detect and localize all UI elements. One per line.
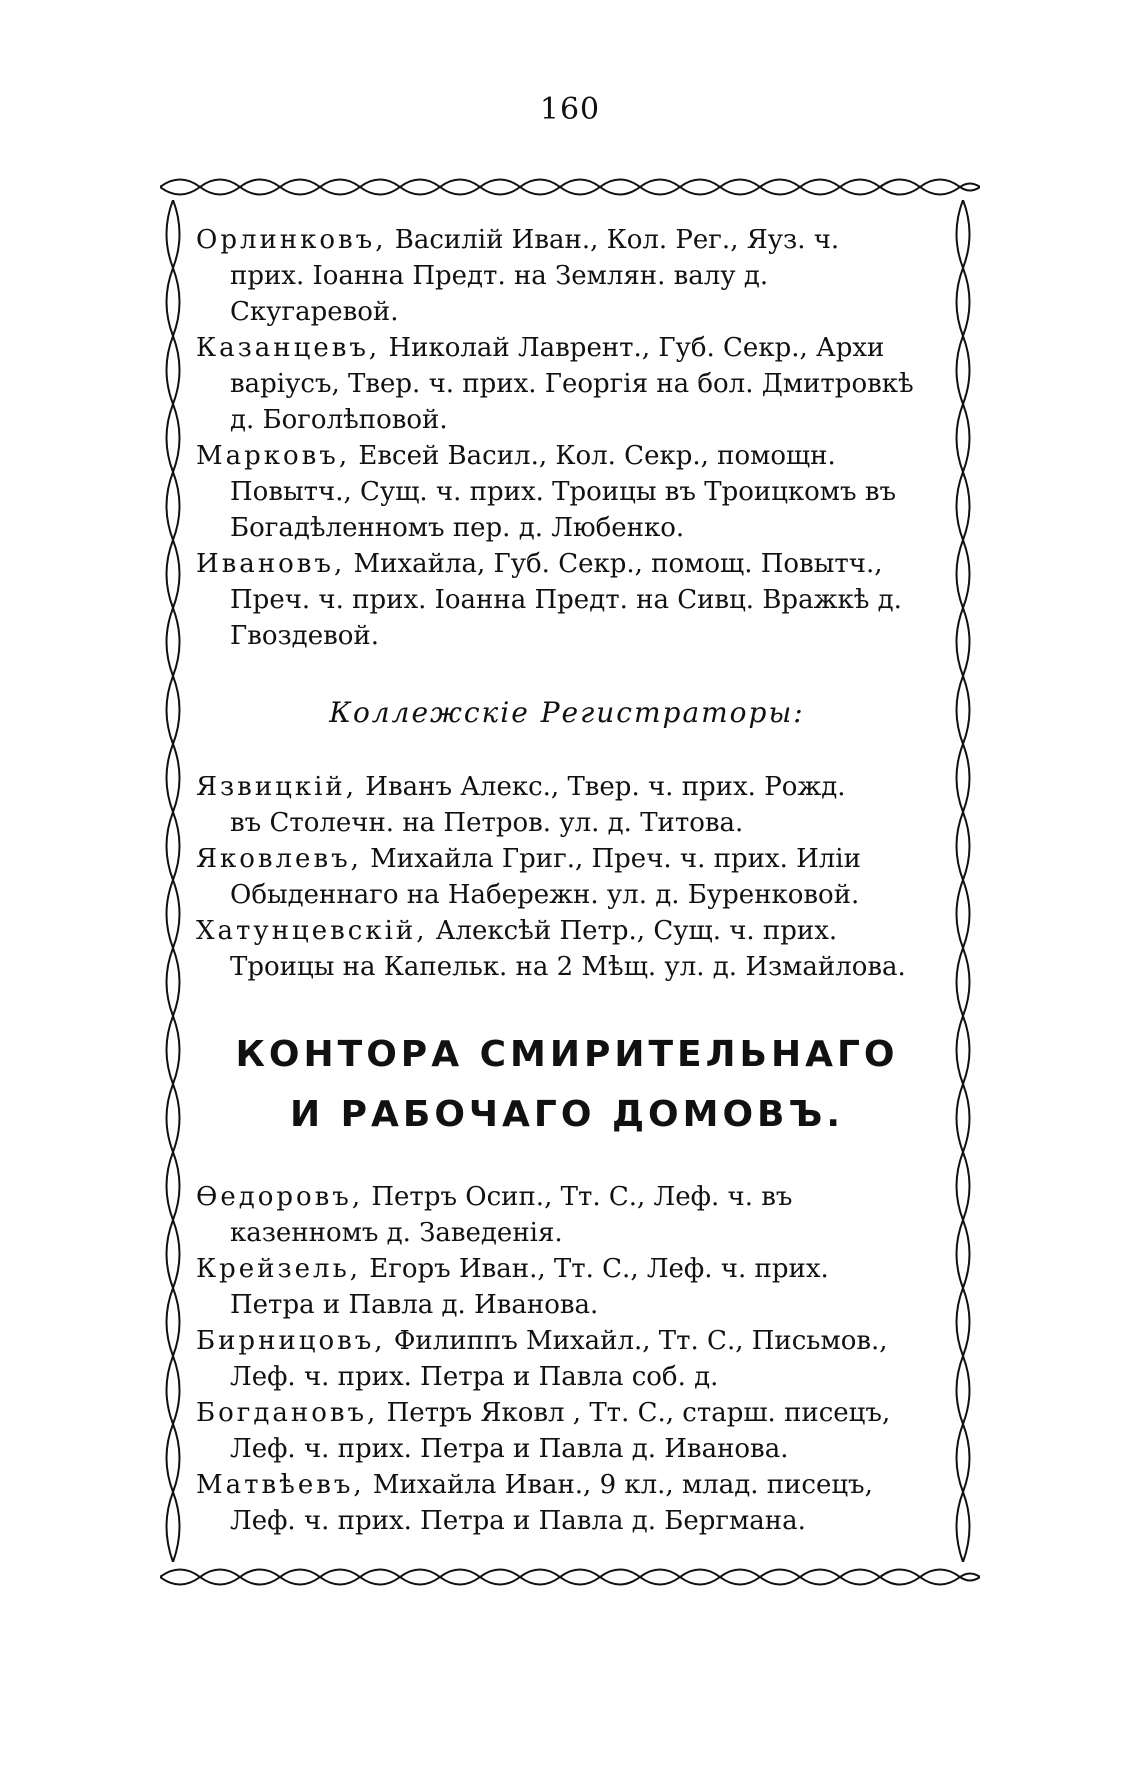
- entry-line1: Иванъ Алекс., Твер. ч. прих. Рожд.: [357, 772, 846, 802]
- entry-surname: Крейзель,: [196, 1254, 361, 1284]
- entry-line1: Николай Лаврент., Губ. Секр., Архи: [380, 333, 885, 363]
- entry-line2: варіусъ, Твер. ч. прих. Георгія на бол. Дмитровкѣ д. Боголѣповой.: [230, 369, 914, 435]
- directory-entry: [196, 841, 938, 913]
- entry-surname: Хатунцевскій,: [196, 916, 428, 946]
- entry-line2: Леф. ч. прих. Петра и Павла соб. д.: [230, 1362, 719, 1392]
- entry-line1: Алексѣй Петр., Сущ. ч. прих.: [427, 916, 838, 946]
- entry-line1: Петръ Осип., Тт. С., Леф. ч. въ: [363, 1182, 793, 1212]
- entry-surname: Бирницовъ,: [196, 1326, 386, 1356]
- page-content: [196, 222, 938, 1539]
- entry-line2: Повытч., Сущ. ч. прих. Троицы въ Троицкомъ въ Богадѣленномъ пер. д. Любенко.: [230, 477, 897, 543]
- entry-line2: Преч. ч. прих. Іоанна Предт. на Сивц. Вражкѣ д. Гвоздевой.: [230, 585, 902, 651]
- directory-entry: [196, 1395, 938, 1467]
- entry-surname: Орлинковъ,: [196, 225, 387, 255]
- entry-line1: Михайла Григ., Преч. ч. прих. Иліи: [361, 844, 861, 874]
- directory-entry: [196, 1467, 938, 1539]
- entry-line1: Евсей Васил., Кол. Секр., помощн.: [350, 441, 836, 471]
- entry-surname: Өедоровъ,: [196, 1182, 364, 1212]
- directory-entry: [196, 1179, 938, 1251]
- office-title-line2: И РАБОЧАГО ДОМОВЪ.: [289, 1094, 844, 1135]
- directory-entry: [196, 222, 938, 330]
- entry-line2: Леф. ч. прих. Петра и Павла д. Бергмана.: [230, 1506, 806, 1536]
- top-ornament-border: [160, 170, 980, 204]
- entry-line2: Леф. ч. прих. Петра и Павла д. Иванова.: [230, 1434, 789, 1464]
- right-ornament-border: [948, 200, 978, 1562]
- entry-surname: Богдановъ,: [196, 1398, 379, 1428]
- directory-entry: [196, 546, 938, 654]
- office-title-line1: КОНТОРА СМИРИТЕЛЬНАГО: [235, 1034, 899, 1075]
- entry-surname: Казанцевъ,: [196, 333, 381, 363]
- entry-line1: Василій Иван., Кол. Рег., Яуз. ч.: [386, 225, 840, 255]
- entry-line2: въ Столечн. на Петров. ул. д. Титова.: [230, 808, 744, 838]
- entry-line2: Обыденнаго на Набережн. ул. д. Буренковой.: [230, 880, 860, 910]
- entry-line1: Михайла, Губ. Секр., помощ. Повытч.,: [345, 549, 883, 579]
- directory-entry: [196, 1323, 938, 1395]
- directory-entry: [196, 330, 938, 438]
- bottom-ornament-border: [160, 1560, 980, 1594]
- entry-line2: Троицы на Капельк. на 2 Мѣщ. ул. д. Измайлова.: [230, 952, 906, 982]
- entry-line1: Егоръ Иван., Тт. С., Леф. ч. прих.: [361, 1254, 829, 1284]
- section-heading: Коллежскіе Регистраторы:: [329, 696, 805, 729]
- entry-surname: Яковлевъ,: [196, 844, 362, 874]
- directory-entry: [196, 913, 938, 985]
- entry-surname: Язвицкій,: [196, 772, 358, 802]
- entry-surname: Ивановъ,: [196, 549, 346, 579]
- entry-line2: прих. Іоанна Предт. на Землян. валу д. Скугаревой.: [230, 261, 769, 327]
- entry-line1: Михайла Иван., 9 кл., млад. писецъ,: [364, 1470, 873, 1500]
- entry-line1: Петръ Яковл , Тт. С., старш. писецъ,: [378, 1398, 891, 1428]
- left-ornament-border: [158, 200, 188, 1562]
- entry-line2: казенномъ д. Заведенія.: [230, 1218, 563, 1248]
- office-title: [196, 1025, 938, 1145]
- directory-entry: [196, 438, 938, 546]
- entry-line1: Филиппъ Михайл., Тт. С., Письмов.,: [385, 1326, 888, 1356]
- directory-entry: [196, 1251, 938, 1323]
- entry-line2: Петра и Павла д. Иванова.: [230, 1290, 599, 1320]
- page-number: 160: [539, 92, 601, 127]
- entry-surname: Матвѣевъ,: [196, 1470, 365, 1500]
- directory-entry: [196, 769, 938, 841]
- entry-surname: Марковъ,: [196, 441, 351, 471]
